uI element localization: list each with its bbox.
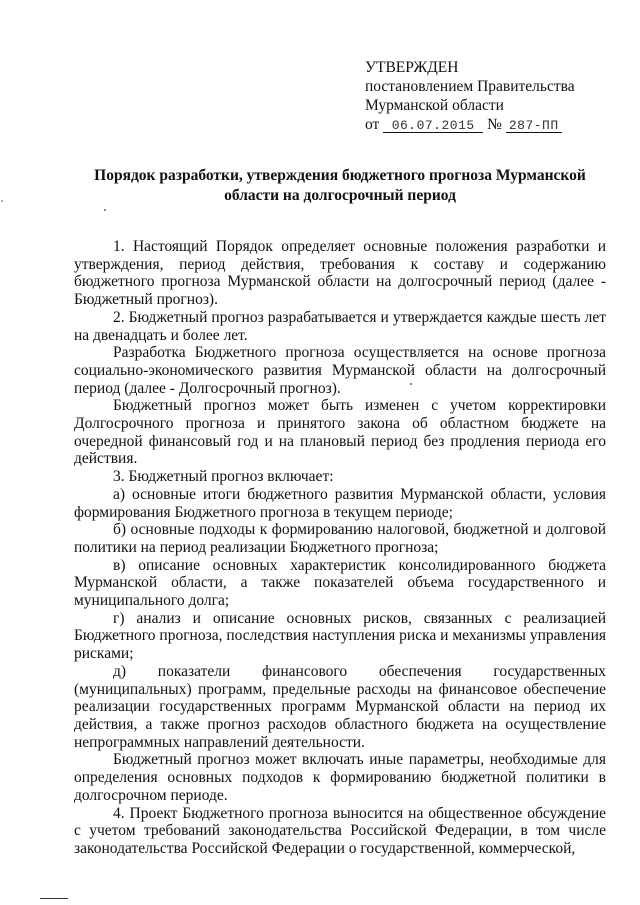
paragraph-5: 3. Бюджетный прогноз включает:	[113, 468, 334, 486]
approval-region-line: Мурманской области	[365, 97, 504, 114]
scan-dot	[104, 209, 106, 211]
handwritten-number: 287-ПП	[506, 119, 562, 133]
date-prefix: от	[365, 116, 380, 133]
paragraph-6: а) основные итоги бюджетного развития Мурманской области, условия формирования Бюджетного прогноза в текущем периоде;	[74, 485, 606, 521]
paragraph-3: Разработка Бюджетного прогноза осуществляется на основе прогноза социально-экономического развития Мурманской области на долгосрочный период (далее - Долгосрочный прогноз).	[74, 344, 606, 397]
approval-date-line	[365, 115, 605, 134]
paragraph-12: 4. Проект Бюджетного прогноза выносится на общественное обсуждение с учетом требований законодательства Российской Федерации, в том числе законодательства Российской Федерации о государственной, коммерческой,	[74, 804, 606, 857]
scan-edge-line	[40, 898, 68, 899]
paragraph-11: Бюджетный прогноз может включать иные параметры, необходимые для определения основных подходов к формированию бюджетной политики в долгосрочном периоде.	[74, 751, 606, 804]
scan-dot	[1, 200, 3, 202]
paragraph-9: г) анализ и описание основных рисков, связанных с реализацией Бюджетного прогноза, последствия наступления риска и механизмы управления рисками;	[74, 609, 606, 663]
paragraph-2: 2. Бюджетный прогноз разрабатывается и утверждается каждые шесть лет на двенадцать и более лет.	[74, 308, 606, 344]
paragraph-10: д) показатели финансового обеспечения государственных (муниципальных) программ, предельные расходы на финансовое обеспечение реализации государственных программ Мурманской области на период их действия, а также прогноз расходов областного бюджета на осуществление непрограммных направлений деятельности.	[74, 662, 606, 751]
document-title: Порядок разработки, утверждения бюджетного прогноза Мурманской области на долгосрочный период	[94, 167, 586, 204]
paragraph-7: б) основные подходы к формированию налоговой, бюджетной и долговой политики на период реализации Бюджетного прогноза;	[74, 521, 606, 556]
paragraph-8: в) описание основных характеристик консолидированного бюджета Мурманской области, а также показателей объема государственного и муниципального долга;	[74, 556, 606, 610]
paragraph-1: 1. Настоящий Порядок определяет основные положения разработки и утверждения, период действия, требования к составу и содержанию бюджетного прогноза Мурманской области на долгосрочный период (далее - Бюджетный прогноз).	[74, 238, 606, 309]
number-prefix: №	[487, 116, 502, 133]
approval-decree-line: постановлением Правительства	[365, 78, 575, 95]
document-body	[74, 238, 606, 858]
approval-block	[365, 58, 605, 134]
paragraph-4: Бюджетный прогноз может быть изменен с учетом корректировки Долгосрочного прогноза и принятого закона об областном бюджете на очередной финансовый год и на плановый период без продления периода его действия.	[74, 397, 606, 468]
scan-dot	[410, 383, 412, 385]
approval-heading: УТВЕРЖДЕН	[365, 59, 459, 76]
handwritten-date: 06.07.2015	[383, 119, 483, 133]
